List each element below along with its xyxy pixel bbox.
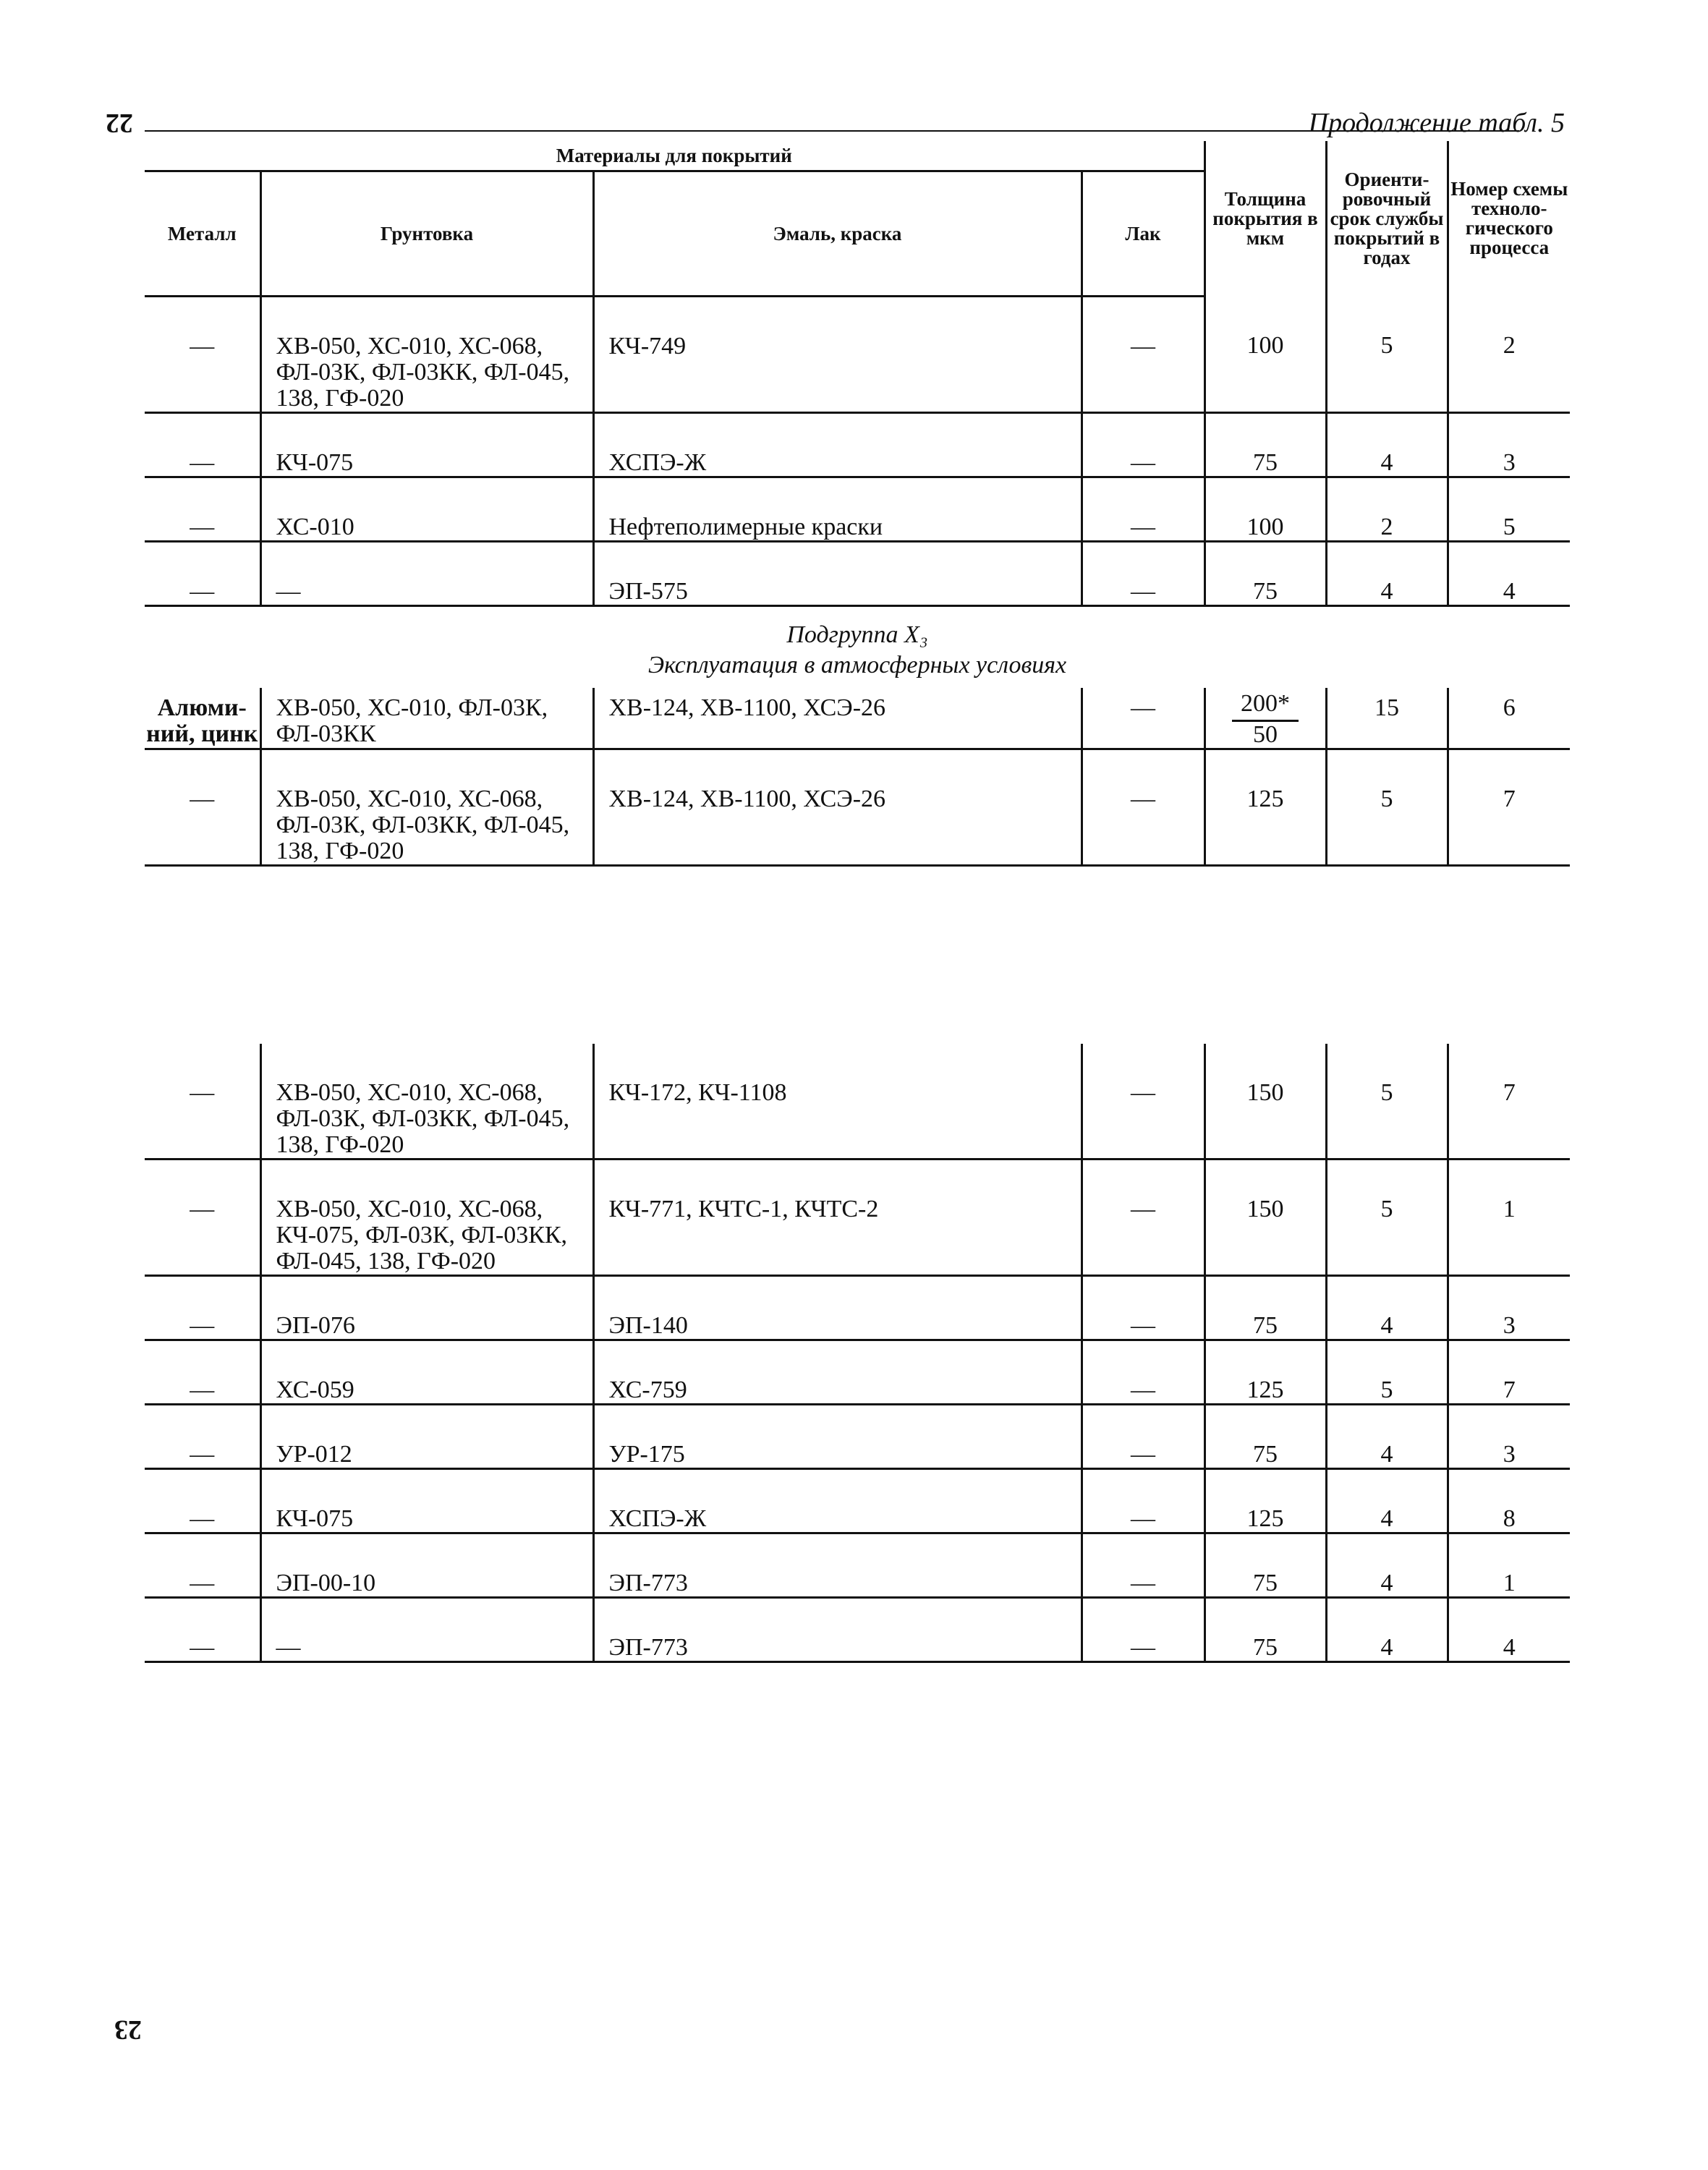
header-varnish: Лак bbox=[1082, 171, 1204, 297]
primer-cell: ХВ-050, ХС-010, ХС-068, ФЛ-03К, ФЛ-03КК, ФЛ-045, 138, ГФ-020 bbox=[260, 297, 593, 413]
thickness-cell: 150 bbox=[1204, 1160, 1326, 1276]
page-number-top: 22 bbox=[106, 108, 133, 138]
varnish-cell: — bbox=[1082, 688, 1204, 749]
table-row bbox=[145, 477, 1570, 542]
scheme-cell: 1 bbox=[1448, 1160, 1570, 1276]
scheme-cell: 6 bbox=[1448, 688, 1570, 749]
primer-cell: ХВ-050, ХС-010, ХС-068, КЧ-075, ФЛ-03К, ФЛ-03КК, ФЛ-045, 138, ГФ-020 bbox=[260, 1160, 593, 1276]
life-cell: 4 bbox=[1326, 1533, 1448, 1598]
table-row bbox=[145, 688, 1570, 749]
header-life: Ориенти-ровочный срок службы покрытий в годах bbox=[1326, 141, 1448, 297]
scheme-cell: 4 bbox=[1448, 542, 1570, 606]
primer-cell: ХС-059 bbox=[260, 1340, 593, 1405]
life-cell: 4 bbox=[1326, 542, 1448, 606]
scheme-cell: 2 bbox=[1448, 297, 1570, 413]
varnish-cell: — bbox=[1082, 749, 1204, 866]
varnish-cell: — bbox=[1082, 1160, 1204, 1276]
varnish-cell: — bbox=[1082, 1598, 1204, 1662]
page-gap bbox=[145, 866, 1570, 1044]
life-cell: 5 bbox=[1326, 297, 1448, 413]
thickness-cell bbox=[1204, 688, 1326, 749]
varnish-cell: — bbox=[1082, 1044, 1204, 1160]
top-rule bbox=[145, 130, 1519, 132]
header-scheme: Номер схемы техноло-гического процесса bbox=[1448, 141, 1570, 297]
enamel-cell: ХВ-124, ХВ-1100, ХСЭ-26 bbox=[593, 749, 1082, 866]
table-row bbox=[145, 749, 1570, 866]
primer-cell: КЧ-075 bbox=[260, 413, 593, 477]
table-row bbox=[145, 413, 1570, 477]
metal-cell: — bbox=[145, 1276, 260, 1340]
thickness-cell: 150 bbox=[1204, 1044, 1326, 1160]
life-cell: 2 bbox=[1326, 477, 1448, 542]
table-row bbox=[145, 297, 1570, 413]
subgroup-heading bbox=[145, 606, 1570, 689]
enamel-cell: ЭП-773 bbox=[593, 1598, 1082, 1662]
page-number-bottom: 23 bbox=[114, 2014, 142, 2045]
enamel-cell: ЭП-575 bbox=[593, 542, 1082, 606]
thickness-cell: 75 bbox=[1204, 542, 1326, 606]
enamel-cell: КЧ-749 bbox=[593, 297, 1082, 413]
metal-cell: — bbox=[145, 1598, 260, 1662]
enamel-cell: ЭП-140 bbox=[593, 1276, 1082, 1340]
life-cell: 4 bbox=[1326, 413, 1448, 477]
life-cell: 5 bbox=[1326, 1340, 1448, 1405]
thickness-cell: 75 bbox=[1204, 1276, 1326, 1340]
primer-cell: ЭП-00-10 bbox=[260, 1533, 593, 1598]
rows-b bbox=[145, 749, 1570, 866]
metal-cell: — bbox=[145, 1044, 260, 1160]
table-row bbox=[145, 1598, 1570, 1662]
enamel-cell: КЧ-172, КЧ-1108 bbox=[593, 1044, 1082, 1160]
primer-cell: ХВ-050, ХС-010, ХС-068, ФЛ-03К, ФЛ-03КК, ФЛ-045, 138, ГФ-020 bbox=[260, 1044, 593, 1160]
rows-a bbox=[145, 297, 1570, 606]
varnish-cell: — bbox=[1082, 1276, 1204, 1340]
scheme-cell: 8 bbox=[1448, 1469, 1570, 1533]
life-cell: 15 bbox=[1326, 688, 1448, 749]
enamel-cell: ЭП-773 bbox=[593, 1533, 1082, 1598]
metal-cell: — bbox=[145, 749, 260, 866]
primer-cell: УР-012 bbox=[260, 1405, 593, 1469]
metal-cell: — bbox=[145, 1533, 260, 1598]
thickness-cell: 75 bbox=[1204, 1598, 1326, 1662]
scheme-cell: 3 bbox=[1448, 1405, 1570, 1469]
varnish-cell: — bbox=[1082, 297, 1204, 413]
enamel-cell: ХСПЭ-Ж bbox=[593, 1469, 1082, 1533]
metal-cell: — bbox=[145, 542, 260, 606]
scheme-cell: 5 bbox=[1448, 477, 1570, 542]
varnish-cell: — bbox=[1082, 542, 1204, 606]
life-cell: 5 bbox=[1326, 749, 1448, 866]
thickness-cell: 75 bbox=[1204, 413, 1326, 477]
metal-cell: — bbox=[145, 1405, 260, 1469]
scheme-cell: 4 bbox=[1448, 1598, 1570, 1662]
enamel-cell: Нефтеполимерные краски bbox=[593, 477, 1082, 542]
scheme-cell: 7 bbox=[1448, 1044, 1570, 1160]
coatings-table bbox=[145, 141, 1570, 1663]
enamel-cell: УР-175 bbox=[593, 1405, 1082, 1469]
metal-cell: — bbox=[145, 1160, 260, 1276]
thickness-cell: 125 bbox=[1204, 1340, 1326, 1405]
enamel-cell: ХСПЭ-Ж bbox=[593, 413, 1082, 477]
table-row bbox=[145, 1533, 1570, 1598]
thickness-top: 200* bbox=[1232, 691, 1299, 722]
table-row bbox=[145, 1044, 1570, 1160]
header-primer: Грунтовка bbox=[260, 171, 593, 297]
varnish-cell: — bbox=[1082, 1340, 1204, 1405]
continuation-label: Продолжение табл. 5 bbox=[1308, 108, 1565, 138]
table-row bbox=[145, 542, 1570, 606]
thickness-cell: 75 bbox=[1204, 1405, 1326, 1469]
table-row bbox=[145, 1469, 1570, 1533]
varnish-cell: — bbox=[1082, 413, 1204, 477]
primer-cell: ЭП-076 bbox=[260, 1276, 593, 1340]
enamel-cell: КЧ-771, КЧТС-1, КЧТС-2 bbox=[593, 1160, 1082, 1276]
subgroup-title: Подгруппа X₃ bbox=[786, 621, 928, 648]
varnish-cell: — bbox=[1082, 1405, 1204, 1469]
header-thickness: Толщина покрытия в мкм bbox=[1204, 141, 1326, 297]
enamel-cell: ХС-759 bbox=[593, 1340, 1082, 1405]
header-materials: Материалы для покрытий bbox=[145, 141, 1204, 171]
life-cell: 4 bbox=[1326, 1469, 1448, 1533]
metal-cell: Алюми-ний, цинк bbox=[145, 688, 260, 749]
primer-cell: КЧ-075 bbox=[260, 1469, 593, 1533]
life-cell: 4 bbox=[1326, 1276, 1448, 1340]
rows-c bbox=[145, 1044, 1570, 1662]
scheme-cell: 1 bbox=[1448, 1533, 1570, 1598]
header-metal: Металл bbox=[145, 171, 260, 297]
scheme-cell: 3 bbox=[1448, 1276, 1570, 1340]
scheme-cell: 3 bbox=[1448, 413, 1570, 477]
primer-cell: ХВ-050, ХС-010, ХС-068, ФЛ-03К, ФЛ-03КК, ФЛ-045, 138, ГФ-020 bbox=[260, 749, 593, 866]
metal-cell: — bbox=[145, 477, 260, 542]
life-cell: 4 bbox=[1326, 1598, 1448, 1662]
metal-cell: — bbox=[145, 1469, 260, 1533]
thickness-cell: 100 bbox=[1204, 477, 1326, 542]
header-row-top bbox=[145, 141, 1570, 171]
primer-cell: — bbox=[260, 1598, 593, 1662]
scheme-cell: 7 bbox=[1448, 749, 1570, 866]
varnish-cell: — bbox=[1082, 1469, 1204, 1533]
table-row bbox=[145, 1160, 1570, 1276]
metal-cell: — bbox=[145, 1340, 260, 1405]
thickness-cell: 125 bbox=[1204, 1469, 1326, 1533]
table-row bbox=[145, 1340, 1570, 1405]
table-row bbox=[145, 1405, 1570, 1469]
thickness-cell: 100 bbox=[1204, 297, 1326, 413]
life-cell: 5 bbox=[1326, 1044, 1448, 1160]
thickness-bottom: 50 bbox=[1253, 721, 1278, 748]
varnish-cell: — bbox=[1082, 477, 1204, 542]
varnish-cell: — bbox=[1082, 1533, 1204, 1598]
primer-cell: ХВ-050, ХС-010, ФЛ-03К, ФЛ-03КК bbox=[260, 688, 593, 749]
enamel-cell: ХВ-124, ХВ-1100, ХСЭ-26 bbox=[593, 688, 1082, 749]
thickness-cell: 75 bbox=[1204, 1533, 1326, 1598]
thickness-cell: 125 bbox=[1204, 749, 1326, 866]
primer-cell: — bbox=[260, 542, 593, 606]
scheme-cell: 7 bbox=[1448, 1340, 1570, 1405]
header-enamel: Эмаль, краска bbox=[593, 171, 1082, 297]
primer-cell: ХС-010 bbox=[260, 477, 593, 542]
metal-cell: — bbox=[145, 297, 260, 413]
life-cell: 5 bbox=[1326, 1160, 1448, 1276]
subgroup-subtitle: Эксплуатация в атмосферных условиях bbox=[647, 652, 1067, 678]
metal-cell: — bbox=[145, 413, 260, 477]
life-cell: 4 bbox=[1326, 1405, 1448, 1469]
table-row bbox=[145, 1276, 1570, 1340]
